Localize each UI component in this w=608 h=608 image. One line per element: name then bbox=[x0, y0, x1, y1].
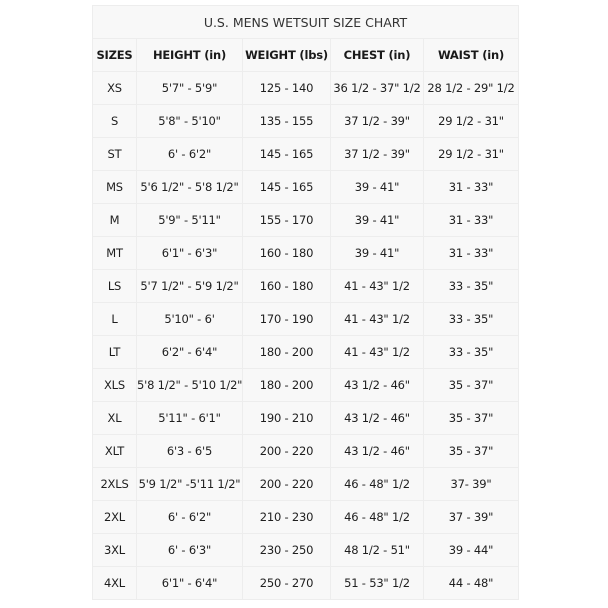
waist-cell: 31 - 33" bbox=[424, 237, 519, 270]
waist-cell: 31 - 33" bbox=[424, 171, 519, 204]
chart-title: U.S. MENS WETSUIT SIZE CHART bbox=[93, 6, 519, 39]
header-row bbox=[93, 39, 519, 72]
weight-cell: 160 - 180 bbox=[243, 237, 331, 270]
size-cell: MS bbox=[93, 171, 137, 204]
waist-cell: 37- 39" bbox=[424, 468, 519, 501]
size-cell: L bbox=[93, 303, 137, 336]
waist-cell: 29 1/2 - 31" bbox=[424, 105, 519, 138]
table-row bbox=[93, 567, 519, 600]
size-cell: ST bbox=[93, 138, 137, 171]
height-cell: 5'9 1/2" -5'11 1/2" bbox=[137, 468, 243, 501]
height-cell: 6'3 - 6'5 bbox=[137, 435, 243, 468]
weight-cell: 180 - 200 bbox=[243, 369, 331, 402]
table-row bbox=[93, 468, 519, 501]
column-header-chest: CHEST (in) bbox=[331, 39, 424, 72]
waist-cell: 28 1/2 - 29" 1/2 bbox=[424, 72, 519, 105]
size-cell: 3XL bbox=[93, 534, 137, 567]
height-cell: 6' - 6'3" bbox=[137, 534, 243, 567]
waist-cell: 35 - 37" bbox=[424, 369, 519, 402]
weight-cell: 180 - 200 bbox=[243, 336, 331, 369]
size-cell: XLS bbox=[93, 369, 137, 402]
height-cell: 6' - 6'2" bbox=[137, 501, 243, 534]
chest-cell: 41 - 43" 1/2 bbox=[331, 303, 424, 336]
weight-cell: 170 - 190 bbox=[243, 303, 331, 336]
size-cell: 4XL bbox=[93, 567, 137, 600]
chest-cell: 43 1/2 - 46" bbox=[331, 435, 424, 468]
chest-cell: 37 1/2 - 39" bbox=[331, 105, 424, 138]
weight-cell: 190 - 210 bbox=[243, 402, 331, 435]
waist-cell: 31 - 33" bbox=[424, 204, 519, 237]
table-row bbox=[93, 270, 519, 303]
size-cell: MT bbox=[93, 237, 137, 270]
waist-cell: 33 - 35" bbox=[424, 336, 519, 369]
weight-cell: 230 - 250 bbox=[243, 534, 331, 567]
weight-cell: 125 - 140 bbox=[243, 72, 331, 105]
table-row bbox=[93, 534, 519, 567]
height-cell: 6'1" - 6'4" bbox=[137, 567, 243, 600]
height-cell: 6'2" - 6'4" bbox=[137, 336, 243, 369]
weight-cell: 155 - 170 bbox=[243, 204, 331, 237]
waist-cell: 33 - 35" bbox=[424, 303, 519, 336]
waist-cell: 39 - 44" bbox=[424, 534, 519, 567]
column-header-waist: WAIST (in) bbox=[424, 39, 519, 72]
height-cell: 6'1" - 6'3" bbox=[137, 237, 243, 270]
table-row bbox=[93, 72, 519, 105]
height-cell: 5'7 1/2" - 5'9 1/2" bbox=[137, 270, 243, 303]
table-row bbox=[93, 501, 519, 534]
chest-cell: 43 1/2 - 46" bbox=[331, 369, 424, 402]
size-cell: XLT bbox=[93, 435, 137, 468]
waist-cell: 44 - 48" bbox=[424, 567, 519, 600]
size-cell: XS bbox=[93, 72, 137, 105]
waist-cell: 35 - 37" bbox=[424, 435, 519, 468]
chest-cell: 39 - 41" bbox=[331, 171, 424, 204]
weight-cell: 160 - 180 bbox=[243, 270, 331, 303]
chest-cell: 39 - 41" bbox=[331, 204, 424, 237]
weight-cell: 210 - 230 bbox=[243, 501, 331, 534]
table-row bbox=[93, 369, 519, 402]
waist-cell: 37 - 39" bbox=[424, 501, 519, 534]
column-header-sizes: SIZES bbox=[93, 39, 137, 72]
weight-cell: 200 - 220 bbox=[243, 435, 331, 468]
weight-cell: 250 - 270 bbox=[243, 567, 331, 600]
size-cell: M bbox=[93, 204, 137, 237]
waist-cell: 29 1/2 - 31" bbox=[424, 138, 519, 171]
size-cell: XL bbox=[93, 402, 137, 435]
column-header-height: HEIGHT (in) bbox=[137, 39, 243, 72]
chest-cell: 46 - 48" 1/2 bbox=[331, 468, 424, 501]
chest-cell: 48 1/2 - 51" bbox=[331, 534, 424, 567]
table-body bbox=[93, 72, 519, 600]
height-cell: 5'8" - 5'10" bbox=[137, 105, 243, 138]
table-row bbox=[93, 237, 519, 270]
table-row bbox=[93, 171, 519, 204]
table-row bbox=[93, 303, 519, 336]
chest-cell: 36 1/2 - 37" 1/2 bbox=[331, 72, 424, 105]
height-cell: 5'11" - 6'1" bbox=[137, 402, 243, 435]
table-row bbox=[93, 336, 519, 369]
size-chart-table bbox=[92, 5, 519, 600]
title-row bbox=[93, 6, 519, 39]
size-cell: LT bbox=[93, 336, 137, 369]
size-cell: 2XL bbox=[93, 501, 137, 534]
chest-cell: 46 - 48" 1/2 bbox=[331, 501, 424, 534]
chest-cell: 43 1/2 - 46" bbox=[331, 402, 424, 435]
height-cell: 5'10" - 6' bbox=[137, 303, 243, 336]
weight-cell: 145 - 165 bbox=[243, 138, 331, 171]
height-cell: 5'8 1/2" - 5'10 1/2" bbox=[137, 369, 243, 402]
size-cell: 2XLS bbox=[93, 468, 137, 501]
table-row bbox=[93, 435, 519, 468]
waist-cell: 35 - 37" bbox=[424, 402, 519, 435]
weight-cell: 135 - 155 bbox=[243, 105, 331, 138]
height-cell: 5'9" - 5'11" bbox=[137, 204, 243, 237]
height-cell: 5'6 1/2" - 5'8 1/2" bbox=[137, 171, 243, 204]
chest-cell: 41 - 43" 1/2 bbox=[331, 270, 424, 303]
weight-cell: 200 - 220 bbox=[243, 468, 331, 501]
column-header-weight: WEIGHT (lbs) bbox=[243, 39, 331, 72]
chest-cell: 37 1/2 - 39" bbox=[331, 138, 424, 171]
weight-cell: 145 - 165 bbox=[243, 171, 331, 204]
chest-cell: 39 - 41" bbox=[331, 237, 424, 270]
table-row bbox=[93, 402, 519, 435]
table-row bbox=[93, 138, 519, 171]
size-cell: S bbox=[93, 105, 137, 138]
size-cell: LS bbox=[93, 270, 137, 303]
height-cell: 6' - 6'2" bbox=[137, 138, 243, 171]
table-row bbox=[93, 105, 519, 138]
size-chart bbox=[92, 5, 518, 600]
table-row bbox=[93, 204, 519, 237]
chest-cell: 51 - 53" 1/2 bbox=[331, 567, 424, 600]
chest-cell: 41 - 43" 1/2 bbox=[331, 336, 424, 369]
height-cell: 5'7" - 5'9" bbox=[137, 72, 243, 105]
waist-cell: 33 - 35" bbox=[424, 270, 519, 303]
